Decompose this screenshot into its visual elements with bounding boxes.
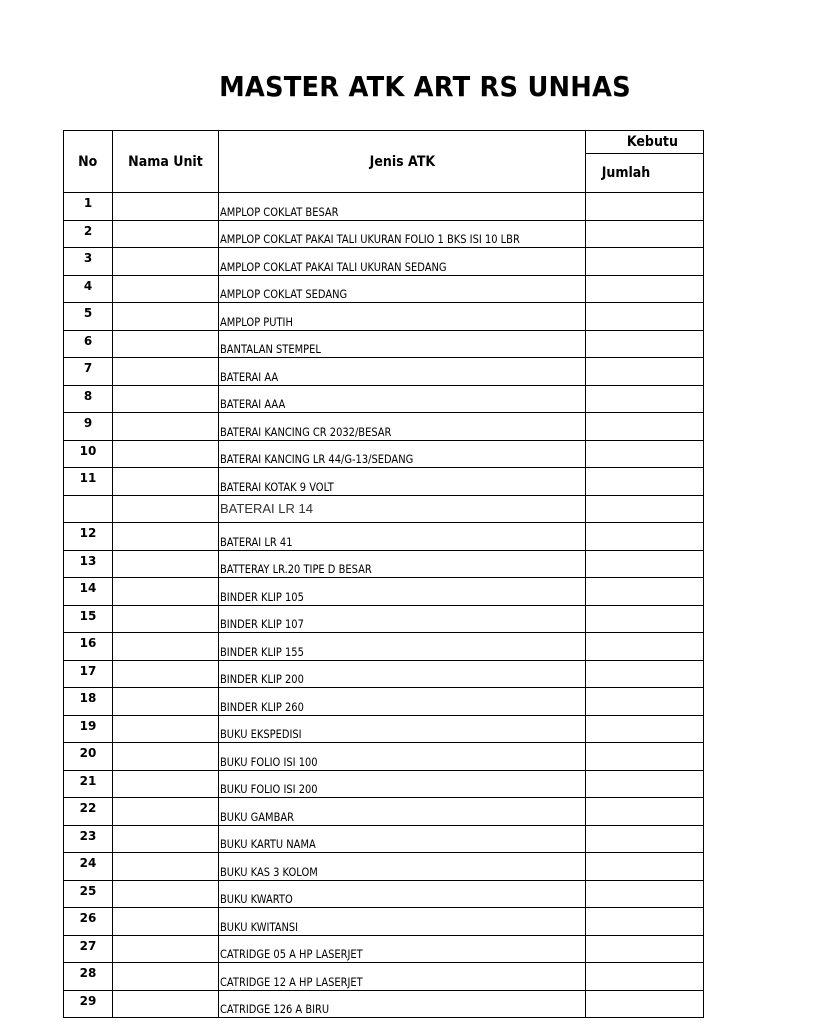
cell-jenis-atk-text: BUKU KWITANSI (220, 919, 299, 934)
cell-nama-unit[interactable] (113, 385, 219, 413)
cell-jenis-atk[interactable] (219, 578, 586, 606)
cell-jumlah[interactable] (586, 578, 704, 606)
atk-table (63, 130, 704, 1018)
cell-jumlah[interactable] (586, 330, 704, 358)
cell-nama-unit[interactable] (113, 303, 219, 331)
cell-jenis-atk-text: BATERAI LR 14 (220, 500, 313, 516)
cell-no[interactable]: 3 (64, 248, 113, 276)
cell-jumlah[interactable] (586, 550, 704, 578)
cell-jenis-atk[interactable] (219, 908, 586, 936)
cell-nama-unit[interactable] (113, 468, 219, 496)
cell-jenis-atk-text: CATRIDGE 05 A HP LASERJET (220, 947, 363, 961)
table-row (64, 743, 704, 771)
cell-jumlah[interactable] (586, 743, 704, 771)
cell-jumlah[interactable] (586, 303, 704, 331)
cell-jenis-atk-text: BUKU FOLIO ISI 100 (220, 754, 318, 769)
cell-nama-unit[interactable] (113, 908, 219, 936)
cell-jumlah[interactable] (586, 633, 704, 661)
cell-jumlah[interactable] (586, 853, 704, 881)
table-row (64, 385, 704, 413)
cell-nama-unit[interactable] (113, 193, 219, 221)
cell-jumlah[interactable] (586, 440, 704, 468)
cell-jenis-atk-text: AMPLOP COKLAT BESAR (220, 204, 339, 219)
cell-jumlah[interactable] (586, 935, 704, 963)
cell-jenis-atk-text: BUKU EKSPEDISI (220, 727, 302, 741)
cell-jumlah[interactable] (586, 248, 704, 276)
table-row (64, 633, 704, 661)
cell-no[interactable]: 17 (64, 660, 113, 688)
table-row (64, 660, 704, 688)
cell-no[interactable]: 28 (64, 963, 113, 991)
cell-nama-unit[interactable] (113, 963, 219, 991)
cell-nama-unit[interactable] (113, 935, 219, 963)
cell-jumlah[interactable] (586, 220, 704, 248)
table-row (64, 688, 704, 716)
cell-nama-unit[interactable] (113, 220, 219, 248)
cell-jenis-atk-text: BATERAI AA (220, 369, 279, 384)
table-row (64, 193, 704, 221)
cell-jenis-atk-text: BATTERAY LR.20 TIPE D BESAR (220, 562, 372, 576)
table-row (64, 578, 704, 606)
table-row (64, 798, 704, 826)
cell-jenis-atk[interactable] (219, 440, 586, 468)
cell-no[interactable] (64, 495, 113, 523)
table-row (64, 468, 704, 496)
cell-no[interactable]: 9 (64, 413, 113, 441)
cell-no[interactable]: 5 (64, 303, 113, 331)
cell-jenis-atk[interactable] (219, 963, 586, 991)
cell-no[interactable]: 29 (64, 990, 113, 1018)
cell-jenis-atk[interactable] (219, 550, 586, 578)
cell-no[interactable]: 24 (64, 853, 113, 881)
cell-jumlah[interactable] (586, 825, 704, 853)
cell-jenis-atk-text: BATERAI LR 41 (220, 534, 293, 549)
table-row (64, 963, 704, 991)
cell-jenis-atk[interactable] (219, 825, 586, 853)
cell-jenis-atk[interactable] (219, 385, 586, 413)
cell-jenis-atk[interactable] (219, 523, 586, 551)
table-row (64, 523, 704, 551)
cell-no[interactable]: 14 (64, 578, 113, 606)
cell-nama-unit[interactable] (113, 495, 219, 523)
table-row (64, 248, 704, 276)
cell-jenis-atk-text: BINDER KLIP 200 (220, 672, 304, 686)
cell-jumlah[interactable] (586, 385, 704, 413)
header-jumlah: Jumlah (586, 154, 704, 193)
cell-jumlah[interactable] (586, 193, 704, 221)
cell-jenis-atk-text: CATRIDGE 12 A HP LASERJET (220, 974, 363, 989)
table-row (64, 825, 704, 853)
cell-jenis-atk[interactable] (219, 715, 586, 743)
cell-no[interactable]: 16 (64, 633, 113, 661)
cell-nama-unit[interactable] (113, 743, 219, 771)
table-row (64, 440, 704, 468)
cell-jenis-atk[interactable] (219, 275, 586, 303)
table-row (64, 358, 704, 386)
cell-no[interactable]: 11 (64, 468, 113, 496)
table-row (64, 880, 704, 908)
cell-jenis-atk-text: BATERAI KANCING LR 44/G-13/SEDANG (220, 452, 414, 466)
cell-jumlah[interactable] (586, 990, 704, 1018)
table-row (64, 935, 704, 963)
cell-nama-unit[interactable] (113, 550, 219, 578)
cell-jumlah[interactable] (586, 523, 704, 551)
cell-no[interactable]: 2 (64, 220, 113, 248)
cell-jenis-atk[interactable] (219, 798, 586, 826)
cell-jumlah[interactable] (586, 275, 704, 303)
cell-jenis-atk[interactable] (219, 660, 586, 688)
cell-nama-unit[interactable] (113, 660, 219, 688)
table-row (64, 550, 704, 578)
cell-no[interactable]: 22 (64, 798, 113, 826)
cell-jenis-atk-text: BINDER KLIP 107 (220, 617, 304, 631)
cell-jenis-atk-text: BINDER KLIP 155 (220, 644, 304, 659)
cell-jenis-atk[interactable] (219, 220, 586, 248)
cell-jenis-atk-text: AMPLOP COKLAT PAKAI TALI UKURAN SEDANG (220, 259, 447, 274)
cell-nama-unit[interactable] (113, 880, 219, 908)
table-row (64, 770, 704, 798)
cell-jumlah[interactable] (586, 495, 704, 523)
header-nama-unit: Nama Unit (113, 131, 219, 193)
cell-nama-unit[interactable] (113, 688, 219, 716)
cell-jenis-atk-text: AMPLOP COKLAT SEDANG (220, 287, 348, 301)
table-row (64, 990, 704, 1018)
cell-no[interactable]: 19 (64, 715, 113, 743)
cell-no[interactable]: 21 (64, 770, 113, 798)
cell-jenis-atk[interactable] (219, 413, 586, 441)
cell-nama-unit[interactable] (113, 798, 219, 826)
cell-jumlah[interactable] (586, 660, 704, 688)
cell-jenis-atk[interactable] (219, 770, 586, 798)
cell-jumlah[interactable] (586, 358, 704, 386)
cell-no[interactable]: 15 (64, 605, 113, 633)
cell-jenis-atk-text: BINDER KLIP 105 (220, 589, 304, 604)
cell-jenis-atk-text: BUKU GAMBAR (220, 809, 295, 824)
table-row (64, 495, 704, 523)
cell-no[interactable]: 12 (64, 523, 113, 551)
cell-nama-unit[interactable] (113, 990, 219, 1018)
cell-no[interactable]: 7 (64, 358, 113, 386)
cell-nama-unit[interactable] (113, 358, 219, 386)
cell-jumlah[interactable] (586, 413, 704, 441)
table-row (64, 715, 704, 743)
header-kebutuhan: Kebutu (586, 131, 704, 154)
cell-no[interactable]: 20 (64, 743, 113, 771)
cell-no[interactable]: 27 (64, 935, 113, 963)
table-row (64, 853, 704, 881)
table-row (64, 303, 704, 331)
cell-no[interactable]: 10 (64, 440, 113, 468)
cell-jenis-atk[interactable] (219, 935, 586, 963)
cell-jumlah[interactable] (586, 798, 704, 826)
cell-jenis-atk-text: BATERAI KOTAK 9 VOLT (220, 479, 334, 494)
header-no: No (64, 131, 113, 193)
cell-jenis-atk[interactable] (219, 688, 586, 716)
cell-jenis-atk[interactable] (219, 605, 586, 633)
cell-jenis-atk[interactable] (219, 633, 586, 661)
cell-no[interactable]: 8 (64, 385, 113, 413)
cell-nama-unit[interactable] (113, 413, 219, 441)
cell-jumlah[interactable] (586, 880, 704, 908)
cell-jumlah[interactable] (586, 908, 704, 936)
cell-jenis-atk-text: CATRIDGE 126 A BIRU (220, 1002, 330, 1016)
cell-jenis-atk[interactable] (219, 853, 586, 881)
cell-nama-unit[interactable] (113, 605, 219, 633)
cell-jumlah[interactable] (586, 605, 704, 633)
atk-table-body (64, 193, 704, 1018)
table-row (64, 908, 704, 936)
table-row (64, 605, 704, 633)
cell-jenis-atk-text: BUKU KARTU NAMA (220, 837, 316, 851)
cell-jenis-atk[interactable] (219, 990, 586, 1018)
cell-jumlah[interactable] (586, 715, 704, 743)
cell-jenis-atk-text: BINDER KLIP 260 (220, 699, 304, 714)
cell-no[interactable]: 6 (64, 330, 113, 358)
cell-no[interactable]: 26 (64, 908, 113, 936)
cell-nama-unit[interactable] (113, 853, 219, 881)
cell-nama-unit[interactable] (113, 523, 219, 551)
cell-no[interactable]: 23 (64, 825, 113, 853)
cell-jenis-atk-text: BATERAI KANCING CR 2032/BESAR (220, 424, 392, 439)
cell-nama-unit[interactable] (113, 275, 219, 303)
cell-nama-unit[interactable] (113, 330, 219, 358)
cell-jumlah[interactable] (586, 688, 704, 716)
cell-jumlah[interactable] (586, 963, 704, 991)
cell-jenis-atk[interactable] (219, 193, 586, 221)
cell-no[interactable]: 25 (64, 880, 113, 908)
cell-jenis-atk-text: BUKU KWARTO (220, 892, 293, 906)
cell-jenis-atk[interactable] (219, 495, 586, 523)
cell-jenis-atk-text: BUKU KAS 3 KOLOM (220, 864, 318, 879)
cell-nama-unit[interactable] (113, 825, 219, 853)
cell-no[interactable]: 18 (64, 688, 113, 716)
cell-jumlah[interactable] (586, 770, 704, 798)
cell-jenis-atk-text: AMPLOP PUTIH (220, 314, 293, 329)
cell-nama-unit[interactable] (113, 715, 219, 743)
table-row (64, 220, 704, 248)
cell-no[interactable]: 13 (64, 550, 113, 578)
cell-nama-unit[interactable] (113, 633, 219, 661)
atk-table-sheet (63, 130, 678, 1016)
cell-no[interactable]: 1 (64, 193, 113, 221)
cell-nama-unit[interactable] (113, 248, 219, 276)
table-row (64, 413, 704, 441)
cell-jenis-atk-text: BATERAI AAA (220, 397, 286, 411)
cell-nama-unit[interactable] (113, 440, 219, 468)
cell-jenis-atk[interactable] (219, 303, 586, 331)
cell-jenis-atk[interactable] (219, 468, 586, 496)
cell-no[interactable]: 4 (64, 275, 113, 303)
cell-jenis-atk[interactable] (219, 248, 586, 276)
cell-jenis-atk[interactable] (219, 880, 586, 908)
cell-jenis-atk[interactable] (219, 330, 586, 358)
table-row (64, 330, 704, 358)
cell-jenis-atk-text: AMPLOP COKLAT PAKAI TALI UKURAN FOLIO 1 BKS ISI 10 LBR (220, 232, 520, 246)
cell-nama-unit[interactable] (113, 770, 219, 798)
cell-jenis-atk[interactable] (219, 358, 586, 386)
page-title: MASTER ATK ART RS UNHAS (219, 70, 631, 103)
cell-jenis-atk[interactable] (219, 743, 586, 771)
cell-nama-unit[interactable] (113, 578, 219, 606)
cell-jenis-atk-text: BANTALAN STEMPEL (220, 342, 321, 356)
cell-jumlah[interactable] (586, 468, 704, 496)
header-jenis-atk: Jenis ATK (219, 131, 586, 193)
table-row (64, 275, 704, 303)
cell-jenis-atk-text: BUKU FOLIO ISI 200 (220, 782, 318, 796)
